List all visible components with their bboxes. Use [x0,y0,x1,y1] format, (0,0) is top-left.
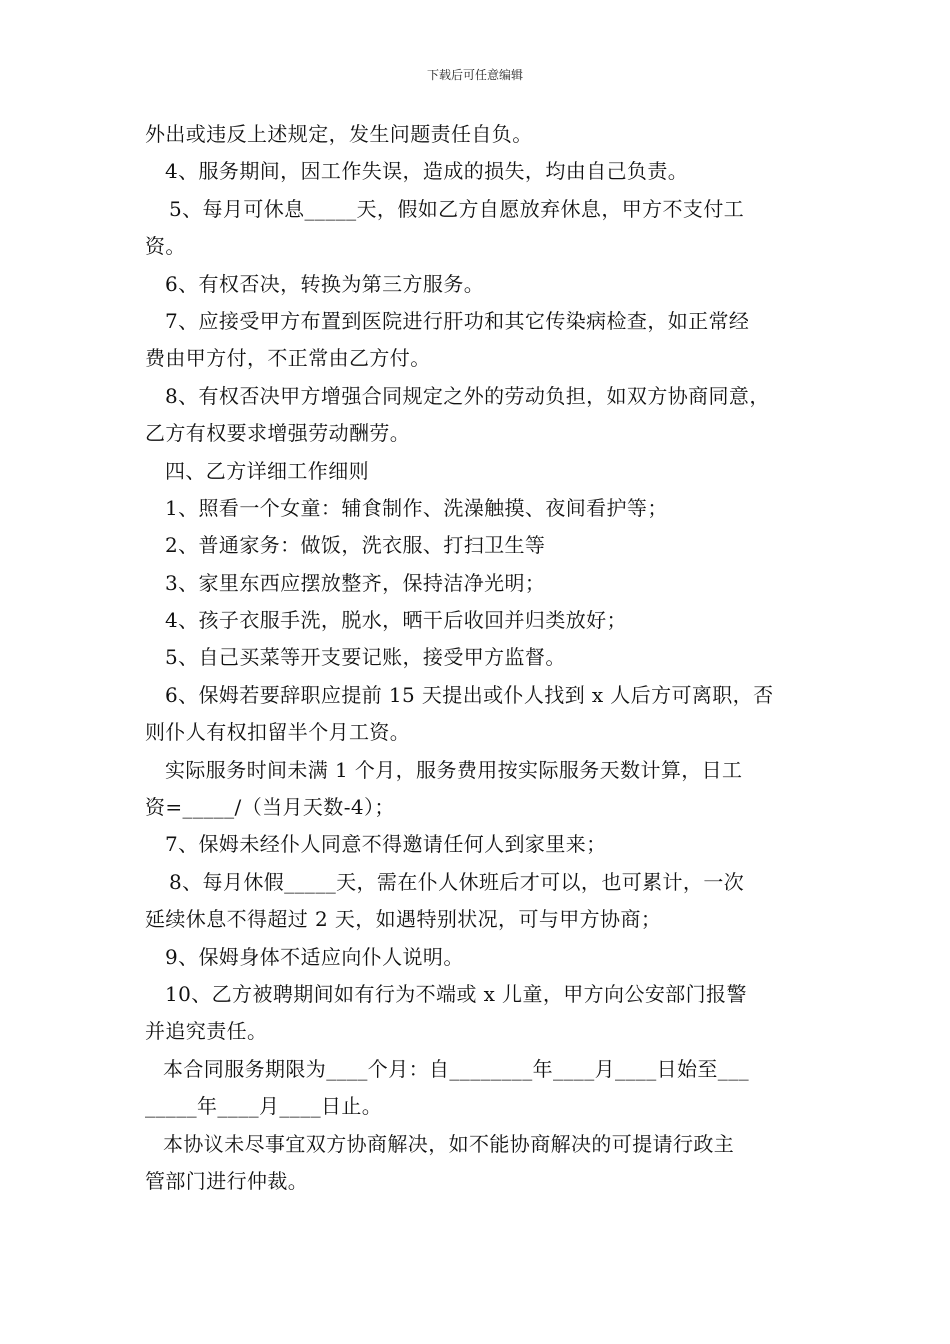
text-line: 本协议未尽事宜双方协商解决，如不能协商解决的可提请行政主 [163,1131,735,1156]
text-line: 资=_____/（当月天数-4）； [145,795,395,820]
text-line: 4、孩子衣服手洗，脱水，晒干后收回并归类放好； [165,608,627,633]
text-line: 7、应接受甲方布置到医院进行肝功和其它传染病检查，如正常经 [165,308,750,333]
text-line: 5、每月可休息_____天，假如乙方自愿放弃休息，甲方不支付工 [169,196,745,221]
text-line: 3、家里东西应摆放整齐，保持洁净光明； [165,570,546,595]
page-header: 下载后可任意编辑 [426,68,523,82]
text-line: _____年____月____日止。 [145,1094,383,1119]
text-line: 实际服务时间未满 1 个月，服务费用按实际服务天数计算，日工 [165,757,743,782]
text-line: 7、保姆未经仆人同意不得邀请任何人到家里来； [165,832,607,857]
text-line: 管部门进行仲裁。 [145,1168,309,1193]
text-line: 8、有权否决甲方增强合同规定之外的劳动负担，如双方协商同意， [165,383,770,408]
text-line: 2、普通家务：做饭，洗衣服、打扫卫生等 [165,533,546,558]
document-body [145,116,825,1200]
text-line: 1、照看一个女童：辅食制作、洗澡触摸、夜间看护等； [165,495,668,520]
text-line: 10、乙方被聘期间如有行为不端或 x 儿童，甲方向公安部门报警 [165,981,747,1006]
text-line: 资。 [145,234,186,259]
text-line: 8、每月休假_____天，需在仆人休班后才可以，也可累计，一次 [169,869,745,894]
text-line: 外出或违反上述规定，发生问题责任自负。 [145,122,533,146]
text-line: 本合同服务期限为____个月：自________年____月____日始至___ [163,1056,749,1081]
text-line: 并追究责任。 [145,1019,268,1044]
text-line: 6、有权否决，转换为第三方服务。 [165,271,485,296]
text-line: 4、服务期间，因工作失误，造成的损失，均由自己负责。 [165,159,689,184]
text-line: 9、保姆身体不适应向仆人说明。 [165,944,464,969]
text-line: 则仆人有权扣留半个月工资。 [145,720,411,745]
text-line: 乙方有权要求增强劳动酬劳。 [145,421,411,446]
text-line: 延续休息不得超过 2 天，如遇特别状况，可与甲方协商； [145,907,662,932]
section-heading: 四、乙方详细工作细则 [165,458,369,483]
text-line: 5、自己买菜等开支要记账，接受甲方监督。 [165,645,566,670]
text-line: 6、保姆若要辞职应提前 15 天提出或仆人找到 x 人后方可离职，否 [165,682,774,707]
text-line: 费由甲方付，不正常由乙方付。 [145,346,431,371]
